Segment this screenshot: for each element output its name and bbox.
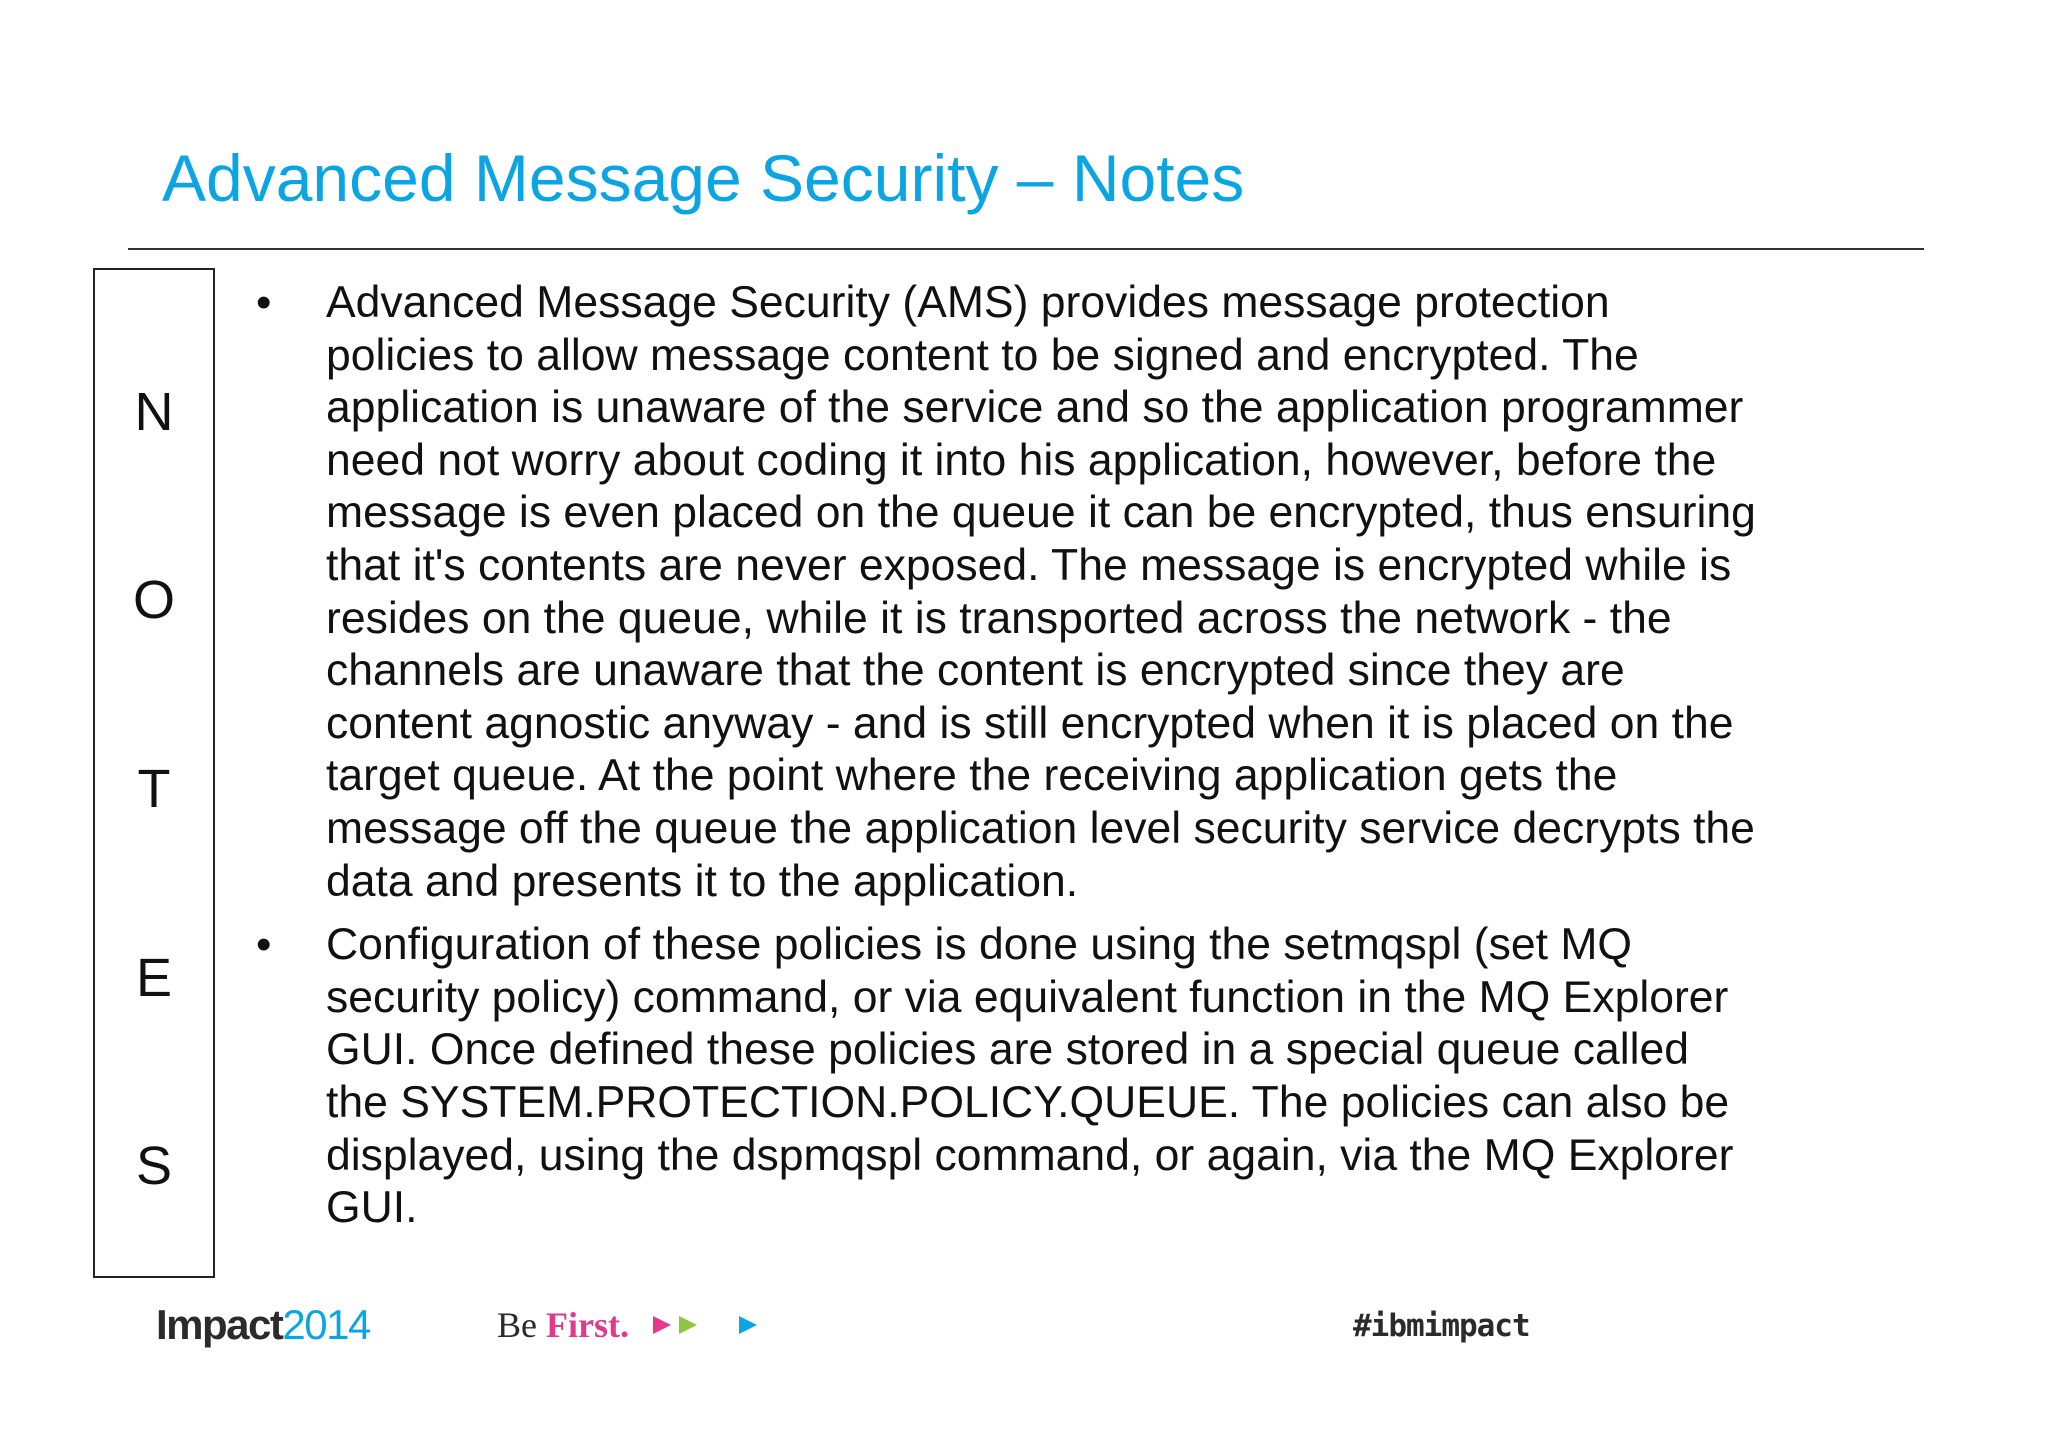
logo-word: Impact: [156, 1301, 283, 1348]
pink-arrow-icon: [653, 1316, 671, 1334]
bullet-line: target queue. At the point where the receiving application gets the: [326, 751, 1618, 801]
bullet-line: channels are unaware that the content is encrypted since they are: [326, 646, 1625, 696]
notes-letter-s: S: [135, 1136, 173, 1196]
bullet-line: displayed, using the dspmqspl command, or again, via the MQ Explorer: [326, 1130, 1734, 1180]
tagline-first: First.: [546, 1305, 629, 1345]
notes-sidebar: [93, 268, 215, 1278]
bullet-line: resides on the queue, while it is transported across the network - the: [326, 593, 1672, 643]
bullet-line: policies to allow message content to be signed and encrypted. The: [326, 330, 1639, 380]
bullet-line: that it's contents are never exposed. The message is encrypted while is: [326, 540, 1732, 590]
play-arrows-icon: [653, 1315, 768, 1335]
logo-year: 2014: [282, 1301, 370, 1348]
bullet-line: the SYSTEM.PROTECTION.POLICY.QUEUE. The policies can also be: [326, 1077, 1730, 1127]
bullet-line: Advanced Message Security (AMS) provides message protection: [326, 278, 1610, 327]
bullet-marker: •: [256, 278, 272, 327]
notes-letter-t: T: [137, 759, 171, 819]
bullet-text: [326, 919, 1910, 1235]
impact-2014-logo: [156, 1300, 370, 1350]
notes-letter-e: E: [135, 948, 173, 1008]
green-arrow-icon: [679, 1316, 697, 1334]
bullet-line: GUI.: [326, 1183, 418, 1233]
bullet-line: message is even placed on the queue it can be encrypted, thus ensuring: [326, 488, 1756, 538]
bullet-ams-overview: [250, 277, 1910, 908]
bullet-marker: •: [256, 920, 272, 970]
bullet-line: need not worry about coding it into his application, however, before the: [326, 435, 1717, 485]
notes-letter-o: O: [132, 570, 175, 630]
hashtag: #ibmimpact: [1353, 1308, 1530, 1344]
bullet-text: [326, 277, 1910, 908]
bullet-policy-configuration: [250, 919, 1910, 1235]
notes-content: [250, 277, 1910, 1235]
bullet-line: application is unaware of the service and so the application programmer: [326, 383, 1744, 433]
bullet-line: security policy) command, or via equivalent function in the MQ Explorer: [326, 972, 1729, 1022]
notes-letter-n: N: [134, 382, 174, 442]
title-divider: [128, 248, 1924, 250]
bullet-line: GUI. Once defined these policies are stored in a special queue called: [326, 1025, 1690, 1075]
slide-title: Advanced Message Security – Notes: [162, 141, 1245, 215]
bullet-line: data and presents it to the application.: [326, 856, 1079, 906]
tagline-be: Be: [497, 1305, 537, 1345]
bullet-line: Configuration of these policies is done using the setmqspl (set MQ: [326, 920, 1633, 970]
bullet-line: content agnostic anyway - and is still encrypted when it is placed on the: [326, 698, 1734, 748]
blue-arrow-icon: [739, 1316, 757, 1334]
be-first-tagline: [497, 1302, 629, 1348]
bullet-line: message off the queue the application level security service decrypts the: [326, 803, 1755, 853]
